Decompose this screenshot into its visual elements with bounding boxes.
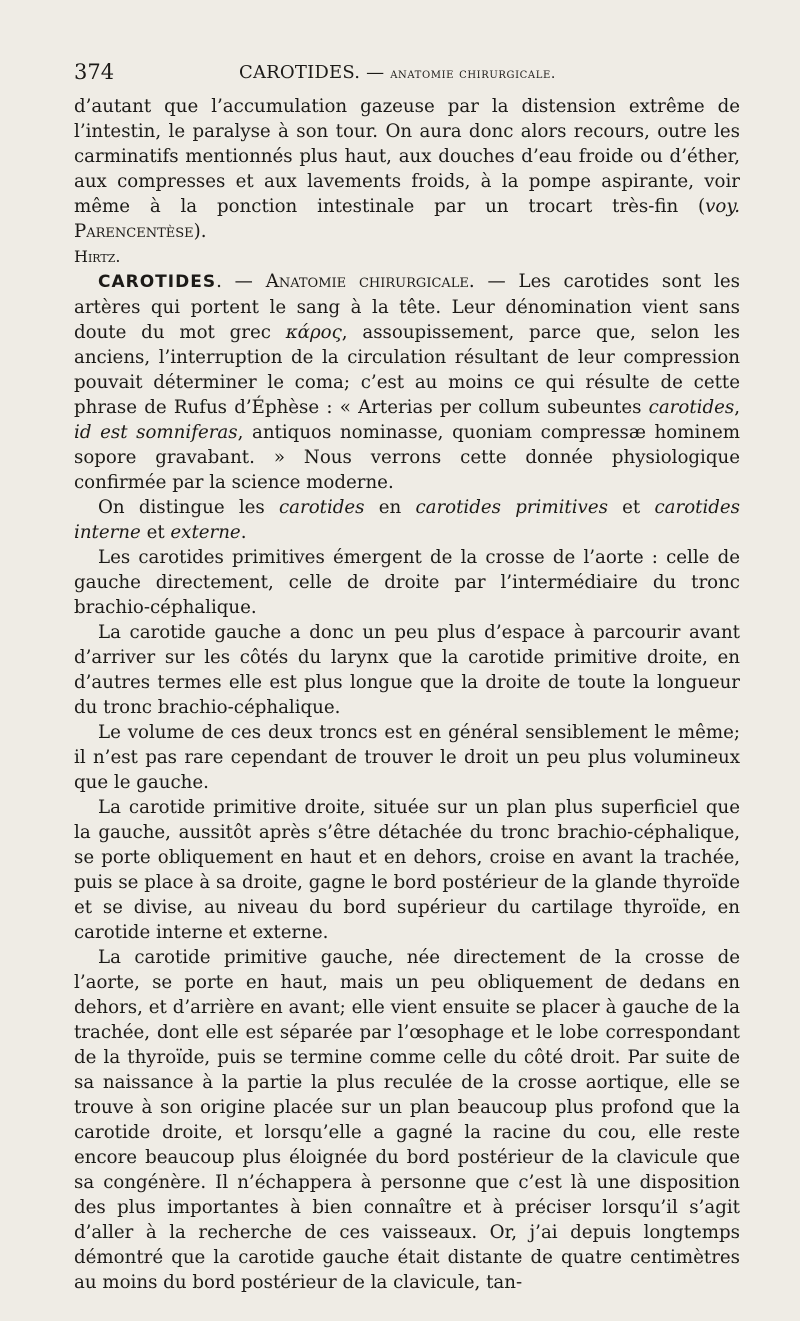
running-head-separator: — [366, 62, 385, 83]
author-signature: Hirtz. [74, 247, 121, 266]
page-header [74, 60, 740, 90]
paragraph-text: et [607, 497, 655, 518]
running-head-title: CAROTIDES. [239, 62, 361, 83]
body-text [74, 94, 740, 1295]
entry-paragraph [74, 269, 740, 495]
latin-word: carotides [648, 397, 735, 418]
entry-heading: CAROTIDES [98, 272, 217, 292]
paragraph-left-carotid-length: La carotide gauche a donc un peu plus d’espace à parcourir avant d’arriver sur les côtés du larynx que la carotide primitive droite, en d’autres termes elle est plus longue que la droite de toute la longueur du tronc brachio-céphalique. [74, 622, 740, 718]
entry-text: Les carotides sont les artères qui portent le sang à la tête. Leur dénomination vient sans doute du mot grec [74, 271, 740, 343]
italic-term: carotides primitives [415, 497, 608, 518]
running-head [239, 62, 556, 83]
entry-text: , antiquos nominasse, quoniam compressæ hominem sopore gravabant. » Nous verrons cette donnée physiologique confirmée par la science moderne. [74, 422, 740, 493]
paragraph-tail: ). [193, 221, 207, 242]
paragraph-distinction [74, 495, 740, 545]
voy-reference: voy. [705, 196, 740, 217]
latin-phrase: id est somniferas [74, 422, 238, 443]
italic-term: externe [170, 522, 241, 543]
paragraph-text: d’autant que l’accumulation gazeuse par la distension extrême de l’intestin, le paralyse à son tour. On aura donc alors recours, outre les carminatifs mentionnés plus haut, aux douches d’eau froide ou d’éther, aux compresses et aux lavements froids, à la pompe aspirante, voir même à la ponction intestinale par un trocart très-fin ( [74, 96, 740, 217]
entry-subheading: Anatomie chirurgicale. [265, 271, 475, 292]
paragraph-primitives: Les carotides primitives émergent de la crosse de l’aorte : celle de gauche directement, celle de droite par l’intermédiaire du tronc brachio-céphalique. [74, 547, 740, 618]
paragraph-right-carotid: La carotide primitive droite, située sur un plan plus superficiel que la gauche, aussitôt après s’être détachée du tronc brachio-céphalique, se porte obliquement en haut et en dehors, croise en avant la trachée, puis se place à sa droite, gagne le bord postérieur de la glande thyroïde et se divise, au niveau du bord supérieur du cartilage thyroïde, en carotide interne et externe. [74, 797, 740, 943]
page-number: 374 [74, 60, 115, 84]
running-head-section: anatomie chirurgicale. [390, 66, 556, 82]
paragraph-text: . [240, 522, 247, 543]
greek-word: κάρος [285, 322, 342, 343]
paragraph-text: On distingue les [98, 497, 279, 518]
entry-text: , assoupissement, parce que, selon les anciens, l’interruption de la circulation résultant de leur compression pouvait déterminer le coma; c’est au moins ce qui résulte de cette phrase de Rufus d’Éphèse : « Arterias per collum subeuntes [74, 322, 740, 418]
cross-reference: Parencentèse [74, 221, 194, 242]
paragraph-volume: Le volume de ces deux troncs est en général sensiblement le même; il n’est pas rare cependant de trouver le droit un peu plus volumineux que le gauche. [74, 722, 740, 793]
italic-term: carotides interne [74, 497, 741, 543]
paragraph-text: et [140, 522, 171, 543]
paragraph-continued [74, 94, 740, 244]
entry-dash-2: — [487, 271, 506, 292]
paragraph-text: en [364, 497, 416, 518]
paragraph-left-carotid: La carotide primitive gauche, née directement de la crosse de l’aorte, se porte en haut, mais un peu obliquement de dedans en dehors, et d’arrière en avant; elle vient ensuite se placer à gauche de la trachée, dont elle est séparée par l’œsophage et le lobe correspondant de la thyroïde, puis se termine comme celle du côté droit. Par suite de sa naissance à la partie la plus reculée de la crosse aortique, elle se trouve à son origine placée sur un plan beaucoup plus profond que la carotide droite, et lorsqu’elle a gagné la racine du cou, elle reste encore beaucoup plus éloignée du bord postérieur de la clavicule que sa congénère. Il n’échappera à personne que c’est là une disposition des plus importantes à bien connaître et à préciser lorsqu’il s’agit d’aller à la recherche de ces vaisseaux. Or, j’ai depuis longtemps démontré que la carotide gauche était distante de quatre centimètres au moins du bord postérieur de la clavicule, tan- [74, 947, 740, 1293]
entry-text: , [734, 397, 740, 418]
italic-term: carotides [278, 497, 365, 518]
entry-dash: . — [216, 271, 253, 292]
